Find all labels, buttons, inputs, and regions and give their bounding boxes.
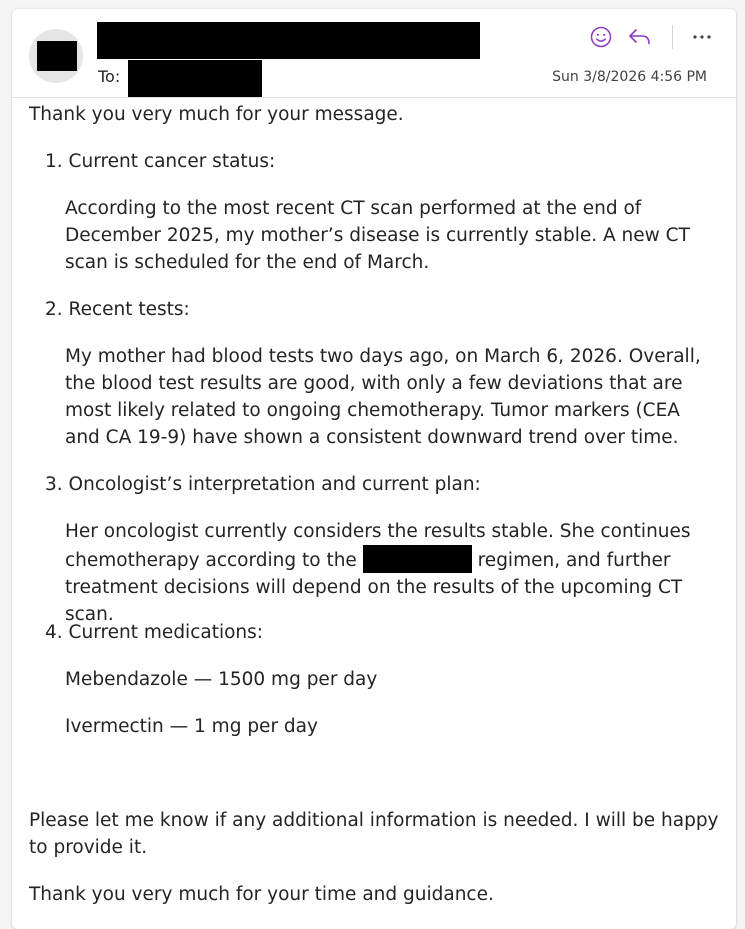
medication-line: Ivermectin — 1 mg per day xyxy=(65,716,318,737)
recipient-redacted xyxy=(128,60,262,97)
more-icon[interactable] xyxy=(688,23,716,51)
list-item-title: 3. Oncologist’s interpretation and current plan: xyxy=(45,474,481,495)
medication-line: Mebendazole — 1500 mg per day xyxy=(65,669,378,690)
email-message-card xyxy=(12,9,736,929)
reply-icon[interactable] xyxy=(626,23,654,51)
list-item-paragraph: My mother had blood tests two days ago, on March 6, 2026. Overall, the blood test results are good, with only a few deviations that are most likely related to ongoing chemotherapy. Tumor markers (CEA and CA 19-9) have shown a consistent downward trend over time. xyxy=(65,346,701,448)
to-label: To: xyxy=(98,67,121,86)
closing-thanks: Thank you very much for your time and guidance. xyxy=(29,884,494,905)
avatar[interactable] xyxy=(29,29,83,83)
timestamp: Sun 3/8/2026 4:56 PM xyxy=(552,69,707,85)
list-item-title: 1. Current cancer status: xyxy=(45,151,276,172)
list-item-title: 2. Recent tests: xyxy=(45,299,190,320)
greeting: Thank you very much for your message. xyxy=(29,104,404,125)
sender-name-redacted xyxy=(97,22,480,59)
list-item-paragraph: Her oncologist currently considers the results stable. She continues chemotherapy according to the regimen, and further treatment decisions will depend on the results of the upcoming CT scan. xyxy=(65,521,691,625)
regimen-redacted xyxy=(363,545,472,573)
smiley-icon[interactable] xyxy=(587,23,615,51)
list-item-title: 4. Current medications: xyxy=(45,622,264,643)
email-header xyxy=(12,9,736,98)
list-item-paragraph: According to the most recent CT scan performed at the end of December 2025, my mother’s disease is currently stable. A new CT scan is scheduled for the end of March. xyxy=(65,198,690,273)
redaction-block xyxy=(37,41,77,71)
toolbar-divider xyxy=(672,25,673,49)
closing-paragraph: Please let me know if any additional information is needed. I will be happy to provide it. xyxy=(29,810,719,858)
